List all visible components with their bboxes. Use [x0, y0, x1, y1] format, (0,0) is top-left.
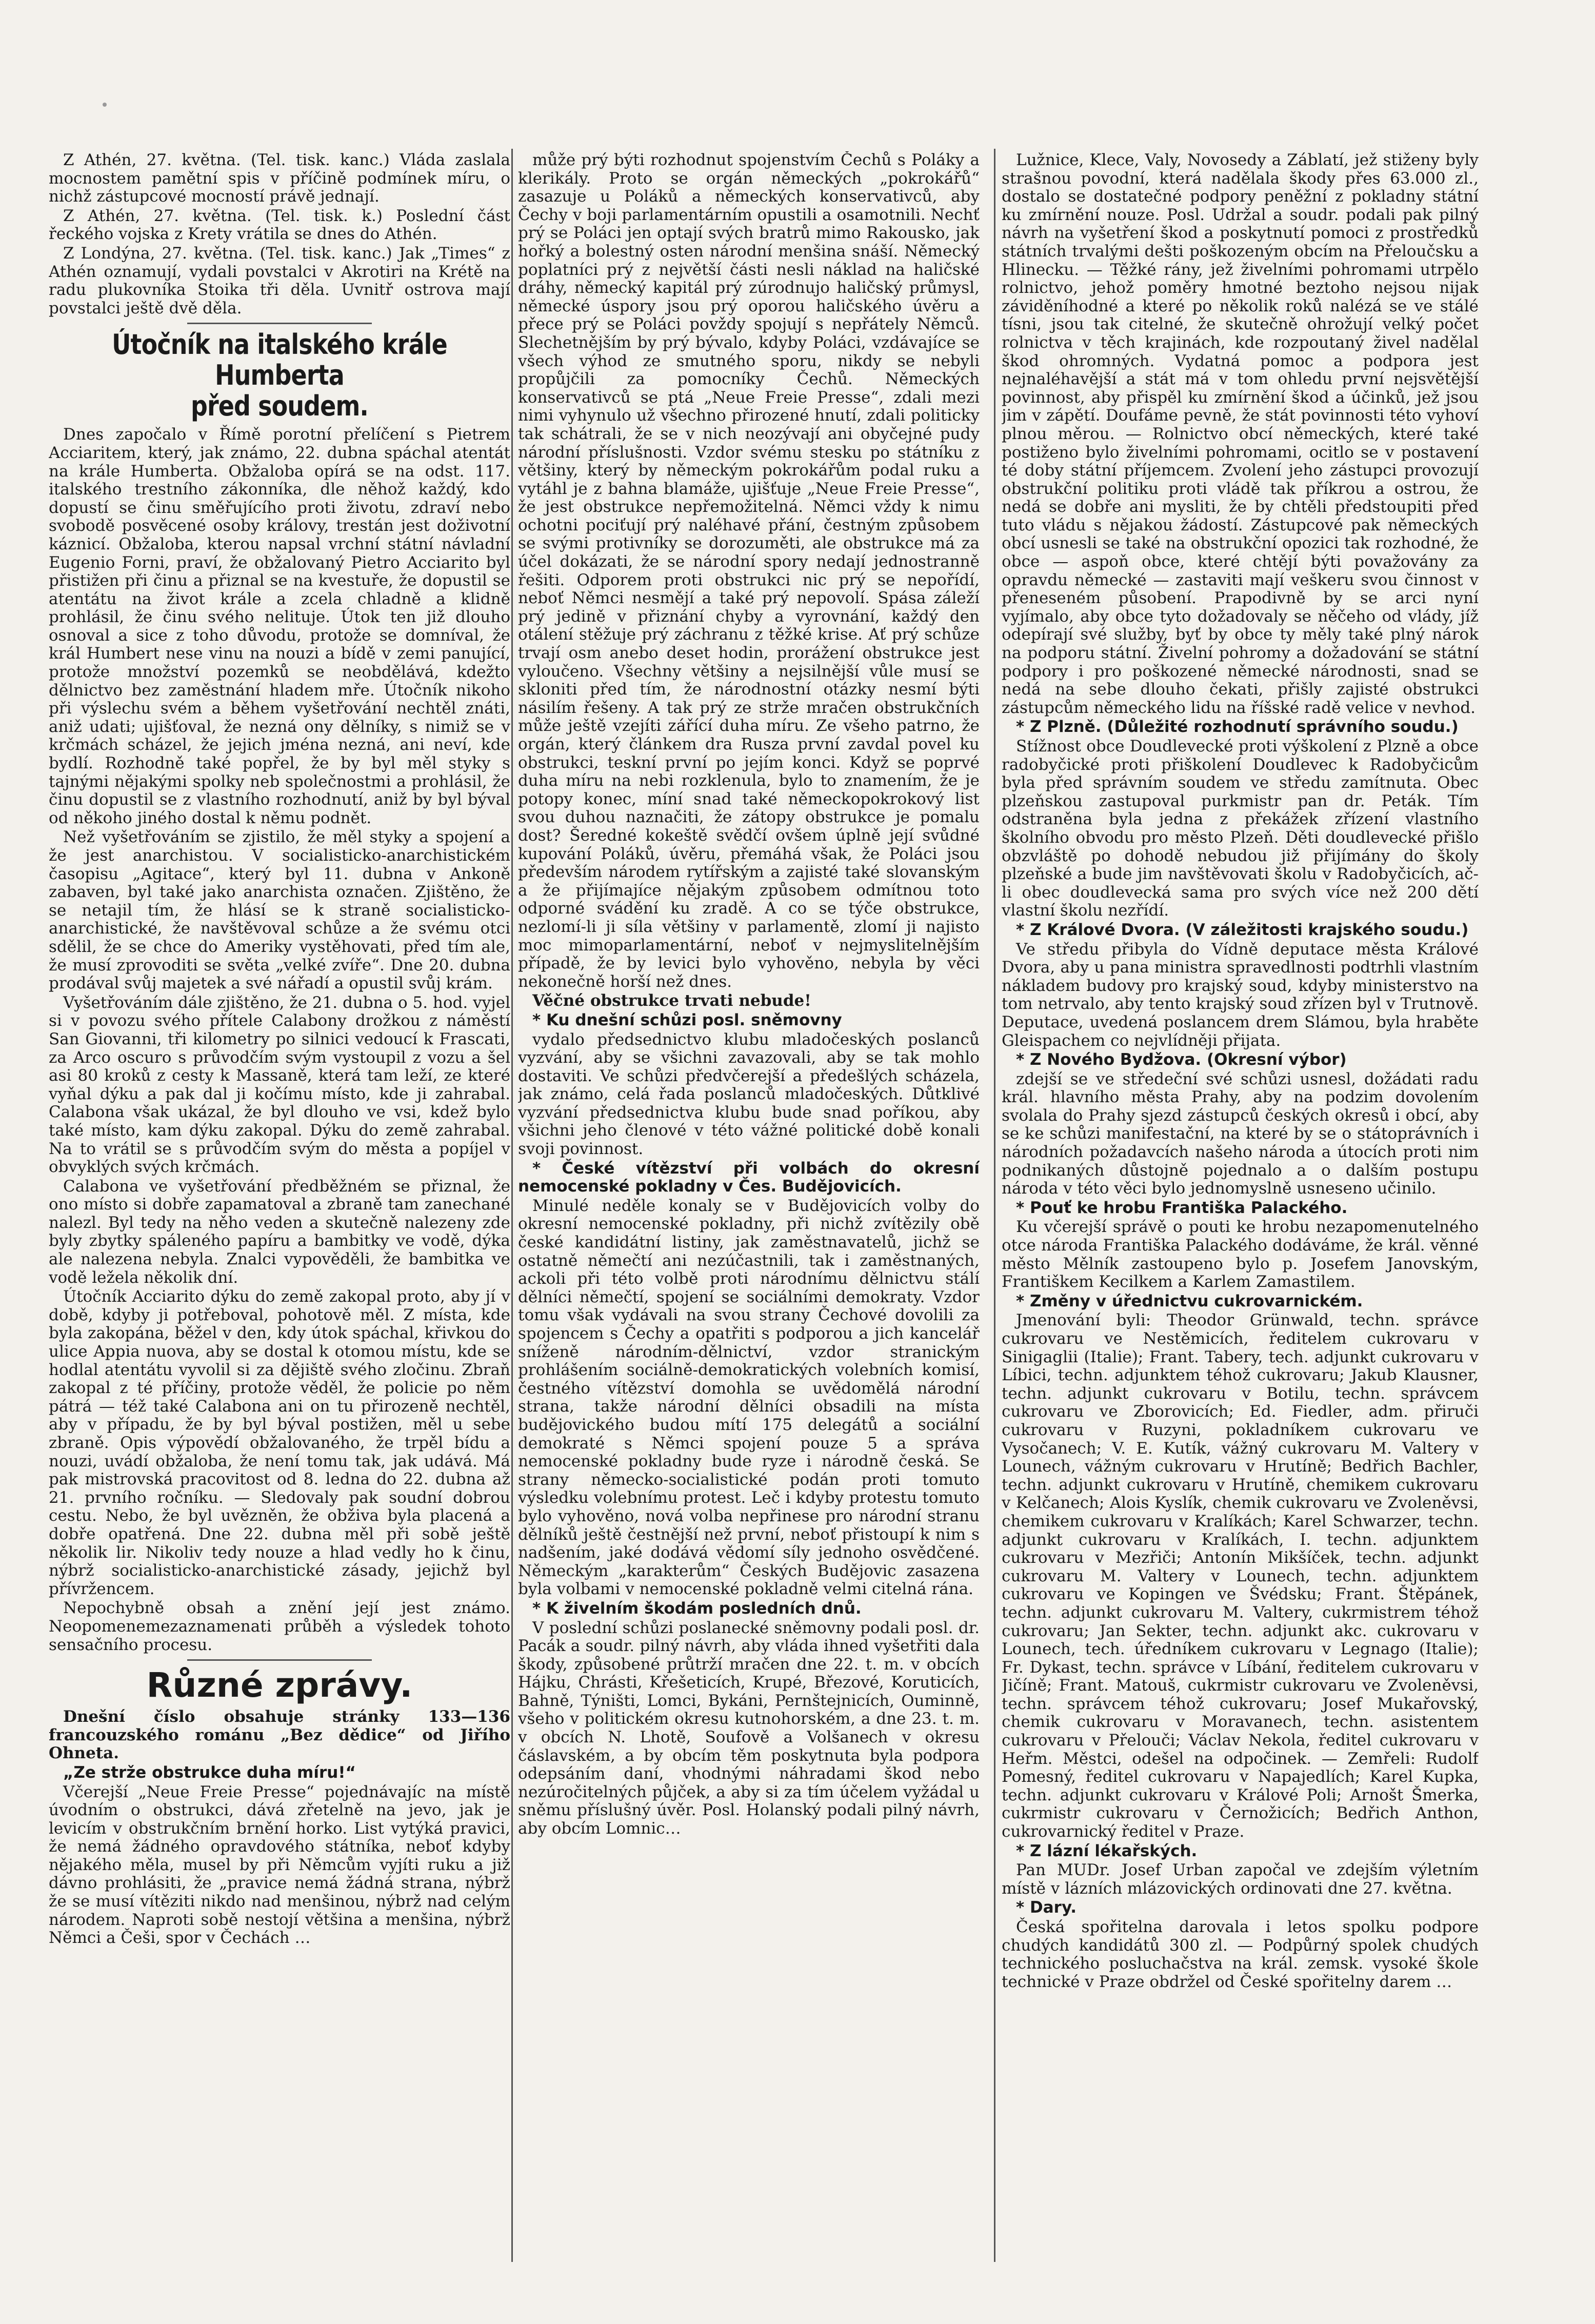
column-3 [1002, 151, 1479, 2259]
print-speck [103, 103, 107, 107]
lazne-title: * Z lázní lékařských. [1016, 1841, 1198, 1860]
trial-paragraph-3: Vyšetřováním dále zjištěno, že 21. dubna o 5. hod. vyjel si v povozu svého přítele Calabony drožkou z náměstí San Giovanni, tři kilometry po silnici vedoucí k Frascati, za Arco oscuro s průvodčím svým vystoupil z vozu a šel asi 80 kroků z cesty k Massaně, která tam leží, ze které vyňal dýku a pak dal ji kočímu místo, kde ji zahrabal. Calabona však ukázal, že byl dlouho ve vsi, kdež bylo také místo, kam dýku zakopal. Dýku do země zahrabal. Na to vrátil se s průvodčím svým do města a popíjel v obvyklých svých krčmách. [49, 993, 510, 1177]
victory-paragraph: Minulé neděle konaly se v Budějovicích volby do okresní nemocenské pokladny, při nichž zvítězily obě české kandidátní listiny, jak zaměstnavatelů, jichž se ostatně němečtí ani nezúčastnili, tak i zaměstnaných, ackoli při této volbě proti národnímu dělnictvu stálí dělníci němečtí, spojení se sociálními demokraty. Vzdor tomu však vydávali na svou strany Čechové dovolili za spojencem s Čechy a opatřiti s podporou a jich kancelář sníženě národním-dělnictví, vzdor stranickým prohlášením sociálně-demokratických volebních komisí, čestného vítězství domohla se uvědomělá národní strana, takže národní dělníci obsadili na místa budějovického budou mítí 175 delegátů a sociální demokraté s Němci spojení pouze 5 a správa nemocenské pokladny bude ryze i národně česká. Se strany německo-socialistické podán proti tomuto výsledku volebnímu protest. Leč i kdyby protestu tomuto bylo vyhověno, nová volba nepřinese pro národní stranu dělníků ještě čestnější než první, neboť přistoupí k nim s nadšením, jaké dodává vědomí síly jednoho osvědčené. Německým „karakterům“ Českých Budějovic zasazena byla volbami v nemocenské pokladně velmi citelná rána. [518, 1196, 980, 1599]
meeting-title: * Ku dnešní schůzi posl. sněmovny [532, 1010, 842, 1029]
athen-report-1: Z Athén, 27. května. (Tel. tisk. kanc.) Vláda zaslala mocnostem pamětní spis v příčině podmínek míru, o nichž zástupcové mocností právě jednají. [49, 151, 510, 206]
kralove-paragraph: Ve středu přibyla do Vídně deputace města Králové Dvora, aby u pana ministra spravedlnosti podtrhli vlastním nákladem budovy pro krajský soud, kdyby ministerstvo na tom netrvalo, aby tento krajský soud zřízen byl v Trutnově. Deputace, uvedená poslancem drem Slámou, byla hraběte Gleispachem co nejvlídněji přijata. [1002, 940, 1479, 1050]
column-rule-right [994, 149, 995, 2262]
palacky-title: * Pouť ke hrobu Františka Palackého. [1016, 1198, 1348, 1217]
novel-note: Dnešní číslo obsahuje stránky 133—136 francouzského románu „Bez dědice“ od Jiřího Ohneta. [49, 1707, 510, 1763]
palacky-paragraph: Ku včerejší správě o pouti ke hrobu nezapomenutelného otce národa Františka Palackého dodáváme, že král. věnné město Mělník zastoupeno bylo p. Josefem Janovským, Františkem Kecilkem a Karlem Zamastilem. [1002, 1218, 1479, 1292]
column-1 [49, 151, 510, 2259]
storm-title: * K živelním škodám posledních dnů. [532, 1599, 862, 1618]
storm-paragraph: V poslední schůzi poslanecké sněmovny podali posl. dr. Pacák a soudr. pilný návrh, aby vláda ihned vyšetřiti dala škody, způsobené průtrží mračen dne 22. t. m. v obcích Hájku, Chrásti, Křešeticích, Krupé, Březové, Koruticích, Bahně, Týništi, Lomci, Bykáni, Pernštejnicích, Ouminně, všeho v politickém okresu kutnohorském, a dne 23. t. m. v obcích N. Lhotě, Soufově a Volšanech v okresu čáslavském, a by obcím těm poskytnuta byla podpora odepsáním daní, vhodnými náhradami škod nebo nezúročitelných půjček, a aby si za tím účelem vyžádal u sněmu příslušný úvěr. Posl. Holanský podali pilný návrh, aby obcím Lomnic… [518, 1618, 980, 1838]
col2-paragraph-1: může prý býti rozhodnut spojenstvím Čechů s Poláky a klerikály. Proto se orgán německých „pokrokářů“ zasazuje u Poláků a německých konservativců, aby Čechy v boji parlamentárním opustili a osamotnili. Nechť prý se Poláci jen optají svých bratrů mimo Rakousko, jak hořký a bolestný osten národní menšina snáší. Německý poplatníci prý z největší části nesli náklad na haličské dráhy, německý kapitál prý zúrodnujo haličský průmysl, německé úspory jsou prý oporou haličského úvěru a přece prý se Poláci povždy spojují s nepřátely Němců. Slechetnějším by prý bývalo, kdyby Poláci, vzdávajíce se všech výhod ze smutného sporu, nikdy se nebyli propůjčili za pomocníky Čechů. Německých konservativců se ptá „Neue Freie Presse“, zdali mezi nimi vyhynulo už všechno přirozené hnutí, zdali politicky tak schátrali, že se v nich neozývají ani obyčejné pudy národní příslušnosti. Vzdor svému stesku po státníku z většiny, který by německým pokrokářům podal ruku a vytáhl je z bahna blamáže, ujišťuje „Neue Freie Presse“, že jest obstrukce nepřemožitelná. Němci vždy k nimu ochotni pociťují prý naléhavé přání, čestným způsobem se svými protivníky se dorozuměti, ale obstrukce má za účel dokázati, že se národní spory nedají jednostranně řešiti. Odporem proti obstrukci nic prý se nepořídí, neboť Němci nesmějí a také prý nepovolí. Spása záleží prý jedině v přiznání chyby a vyrovnání, každý den otálení stěžuje prý záchranu z těžké krise. Ať prý schůze trvají osm anebo deset hodin, prorážení obstrukce jest vyloučeno. Všechny většiny a nejsilnější vůle musí se skloniti před tím, že národnostní otázky nesmí býti násilím řešeny. A tak prý ze strže mračen obstrukčních může ještě vzejíti zářící duha míru. Ze všeho patrno, že orgán, který článkem dra Rusza první zavdal povel ku obstrukci, teskní první po jejím konci. Když se poprvé duha míru na nebi rozklenula, bylo to znamením, že je potopy konec, míní snad také německopokrokový list svou duhou naznačiti, že zátopy obstrukce je pomalu dost? Šeredné kokeště svědčí ovšem úplně její svůdné kupování Poláků, úvěru, přemáhá však, že Poláci jsou především národem rytířským a zajisté také slovanským a že přijímajíce nějakým způsobem odmítnou toto odporné svádění ku zradě. A co se týče obstrukce, nezlomí-li ji síla většiny v parlamentě, zlomí ji najisto moc mimoparlamentární, neboť v nejmyslitelnějším případě, že by levici bylo vyhověno, nebyla by věci nekonečně horší než dnes. [518, 151, 980, 991]
bydzov-title: * Z Nového Bydžova. (Okresní výbor) [1016, 1050, 1347, 1069]
lazne-paragraph: Pan MUDr. Josef Urban započal ve zdejším výletním místě v lázních mlázovických ordinovati dne 27. května. [1002, 1861, 1479, 1898]
column-rule-left [511, 149, 513, 2262]
trial-paragraph-4: Calabona ve vyšetřování předběžném se přiznal, že ono místo si dobře zapamatoval a zbraně tam zanechané nalezl. Byl tedy na něho veden a skutečně nalezeny zde byly zbytky spáleného papíru a bambitky ve vodě, dýka ale nalezena nebyla. Znalci vypověděli, že bambitka ve vodě ležela několik dní. [49, 1177, 510, 1287]
divider [187, 323, 372, 324]
kralove-title: * Z Králové Dvora. (V záležitosti krajského soudu.) [1016, 920, 1469, 939]
divider [187, 1659, 372, 1661]
col3-paragraph-1: Lužnice, Klece, Valy, Novosedy a Záblatí, jež stiženy byly strašnou povodní, která nadělala škody přes 63.000 zl., dostalo se dostatečné podpory peněžní z pokladny státní ku zmírnění nouze. Posl. Udržal a soudr. podali pak pilný návrh na vyšetření škod a poskytnutí pomoci z prostředků státních trvalými dešti poškozeným obcím na Přeloučsku a Hlinecku. — Těžké rány, jež živelními pohromami utrpělo rolnictvo, jehož poměry hmotné beztoho nejsou nijak záviděníhodné a které po několik roků nalézá se ve stálé tísni, jsou tak citelné, že skutečně ohrožují velký počet rolnictva v těch krajinách, kde rozpoutaný živel nadělal škod ohromných. Vydatná pomoc a podpora jest nejnaléhavější a stát má v tom ohledu první nejsvětější povinnost, aby přispěl ku zmírnění škod a účinků, jež jsou jim v zápětí. Doufáme pevně, že stát povinnosti této vyhoví plnou měrou. — Rolnictvo obcí německých, které také postiženo bylo živelními pohromami, ocitlo se v postavení té doby státní příjemcem. Zvolení jeho zástupci provozují obstrukční politiku proti vládě tak příkrou a ostrou, že nedá se dobře ani mysliti, že by chtěli předstoupiti před tuto vládu s nějakou žádostí. Zástupcové pak německých obcí usnesli se také na obstrukční opozici tak rozhodné, že obce — aspoň obce, které chtějí býti považovány za opravdu německé — zastaviti mají veškeru svou činnost v přeneseném působení. Prapodivně by se arci nyní vyjímalo, aby obce tyto dožadovaly se něčeho od vlády, jíž odepírají své služby, byť by obce ty měly také plný nárok na podporu státní. Živelní pohromy a dožadování se státní podpory i pro poškozené německé národnosti, snad se nedá na sebe dlouho čekati, přišly zajisté obstrukci zástupcům německého lidu na říšské radě velice v nevhod. [1002, 151, 1479, 717]
dary-title: * Dary. [1016, 1898, 1077, 1917]
trial-paragraph-5: Útočník Acciarito dýku do země zakopal proto, aby jí v době, kdyby ji potřeboval, pohotově měl. Z místa, kde byla zakopána, běžel v den, kdy útok spáchal, křivkou do ulice Appia nuova, aby se dostal k otomou místu, kde se hodlal atentátu vyvolil si za dějiště svého zločinu. Zbraň zakopal z té příčiny, protože věděl, že policie po něm pátrá — též také Calabona ani on tu přirozeně nechtěl, aby v případu, že by byl býval postižen, měl u sebe zbraně. Opis výpovědí obžalovaného, že trpěl bídu a nouzi, uvádí obžaloba, že není tomu tak, jak udává. Má pak mistrovská pracovitost od 8. ledna do 22. dubna až 21. prvního ročníku. — Sledovaly pak soudní dobrou cestu. Nebo, že byl uvězněn, že obživa byla placená a dobře opatřená. Dne 22. dubna měl při sobě ještě několik lir. Nikoliv tedy nouze a hlad vedly ho k činu, nýbrž socialisticko-anarchistické zásady, jejichž byl přívržencem. [49, 1287, 510, 1598]
meeting-paragraph: vydalo předsednictvo klubu mladočeských poslanců vyzvání, aby se všichni zavazovali, aby se tak mohlo dostaviti. Ve schůzi předvčerejší a předešlých scházela, jak známo, celá řada poslanců mladočeských. Důtklivé vyzvání předsednictva klubu bude snad poříkou, aby všichni jeho členové v této vážné politické době konali svoji povinnost. [518, 1030, 980, 1159]
obstrukce-title: „Ze strže obstrukce duha míru!“ [63, 1763, 356, 1782]
trial-paragraph-6: Nepochybně obsah a znění její jest známo. Neopomenemezaznamenati průběh a výsledek tohoto sensačního procesu. [49, 1599, 510, 1654]
dary-paragraph: Česká spořitelna darovala i letos spolku podpore chudých kandidátů 300 zl. — Podpůrný spolek chudých technického posluchačstva na král. zemsk. vysoké škole technické v Praze obdržel od České spořitelny darem … [1002, 1918, 1479, 1991]
athen-report-2: Z Athén, 27. května. (Tel. tisk. k.) Poslední část řeckého vojska z Krety vrátila se dnes do Athén. [49, 206, 510, 244]
trial-paragraph-1: Dnes započalo v Římě porotní přelíčení s Pietrem Acciaritem, který, jak známo, 22. dubna spáchal atentát na krále Humberta. Obžaloba opírá se na odst. 117. italského trestního zákonníka, dle něhož každý, kdo dopustí se činu směřujícího proti životu, zdraví nebo svobodě posvěcené osoby královy, trestán jest doživotní káznicí. Obžaloba, kterou napsal vrchní státní návladní Eugenio Forni, praví, že obžalovaný Pietro Acciarito byl přistižen při činu a přiznal se na kvestuře, že dopustil se atentátu na život krále a zcela chladně a klidně prohlásil, že činu svého nelituje. Útok ten již dlouho osnoval a sice z toho důvodu, protože se domníval, že král Humbert nese vinu na nouzi a bídě v zemi panující, protože množství pozemků se neobdělává, kdežto dělnictvo bez zaměstnání hladem mře. Útočník nikoho při výslechu svém a během vyšetřování nechtěl znáti, aniž udati; ujišťoval, že nezná ony dělníky, s nimiž se v krčmách scházel, že jejich jména nezná, ani neví, kde bydlí. Rozhodně také popřel, že by byl měl styky s tajnými nějakými spolky neb společnostmi a prohlásil, že činu dopustil se z vlastního rozhodnutí, aniž by byl býval od někoho jiného dostal k němu podnět. [49, 425, 510, 827]
victory-title: * České vítězství při volbách do okresní nemocenské pokladny v Čes. Budějovicích. [518, 1159, 980, 1196]
section-heading: Různé zprávy. [146, 1665, 413, 1705]
zmeny-title: * Změny v úřednictvu cukrovarnickém. [1016, 1292, 1363, 1310]
plzen-paragraph: Stížnost obce Doudlevecké proti výškolení z Plzně a obce radobyčické proti přiškolení Doudlevec k Radobyčicům byla před správním soudem ve středu zamítnuta. Obec plzeňskou zastupoval purkmistr pan dr. Peták. Tím odstraněna byla jedna z překážek zřízení vlastního školního obvodu pro město Plzeň. Děti doudlevecké přišlo obzvláště po dohodě nebudou již přijímány do školy plzeňské a bude jim navštěvovati školu v Radobyčicích, ač-li obec doudlevecká sama pro svých více než 200 dětí vlastní školu nezřídí. [1002, 737, 1479, 920]
bydzov-paragraph: zdejší se ve středeční své schůzi usnesl, dožádati radu král. hlavního města Prahy, aby na podzim dovolením svolala do Prahy sjezd zástupců českých okresů i obcí, aby se ke schůzi manifestační, na které by se o státoprávních i národních požadavcích našeho národa a útocích proti nim podnikaných důstojně pojednalo a o dalším postupu národa v této věci bylo jednomyslně usneseno učinilo. [1002, 1069, 1479, 1198]
column-2 [518, 151, 980, 2259]
obstrukce-paragraph: Včerejší „Neue Freie Presse“ pojednávajíc na místě úvodním o obstrukci, dává zřetelně na jevo, jak je levicím v obstrukčním brnění horko. List vytýká pravici, že nemá žádného opravdového státníka, neboť kdyby nějakého měla, musel by při Němcům vyjíti ruku a již dávno prohlásiti, že „pravice nemá žádná strana, nýbrž že se musí vítěziti nikdo nad menšinou, nýbrž nad celým národem. Naproti sobě nestojí většina a menšina, nýbrž Němci a Češi, spor v Čechách … [49, 1782, 510, 1948]
col2-mark-line: Věčné obstrukce trvati nebude! [532, 991, 811, 1010]
plzen-title: * Z Plzně. (Důležité rozhodnutí správního soudu.) [1016, 718, 1459, 737]
zmeny-paragraph: Jmenování byli: Theodor Grünwald, techn. správce cukrovaru ve Nestěmicích, ředitelem cukrovaru v Sinigaglii (Italie); Frant. Tabery, tech. adjunkt cukrovaru v Líbici, techn. adjunktem téhož cukrovaru; Jakub Klausner, techn. adjunkt cukrovaru v Botilu, techn. správcem cukrovaru ve Zborovicích; Ed. Fiedler, adm. přiruči cukrovaru v Ruzyni, pokladníkem cukrovaru ve Vysočanech; V. E. Kutík, vážný cukrovaru M. Valtery v Lounech, vážným cukrovaru v Hrutíně; Bedřich Bachler, techn. adjunkt cukrovaru v Hrutíně, chemikem cukrovaru v Kelčanech; Alois Kyslík, chemik cukrovaru ve Zvoleněvsi, chemikem cukrovaru v Kralíkách; Karel Schwarzer, techn. adjunkt cukrovaru v Kralíkách, I. techn. adjunktem cukrovaru v Mezřiči; Antonín Mikšíček, techn. adjunkt cukrovaru M. Valtery v Lounech, techn. adjunktem cukrovaru ve Kopingen ve Švédsku; Frant. Štěpánek, techn. adjunkt cukrovaru M. Valtery, cukrmistrem téhož cukrovaru; Jan Sekter, techn. adjunkt akc. cukrovaru v Lounech, tech. úředníkem cukrovaru v Legnago (Italie); Fr. Dykast, techn. správce v Líbání, ředitelem cukrovaru v Jičíně; Frant. Matouš, cukrmistr cukrovaru ve Zvoleněvsi, techn. správcem téhož cukrovaru; Josef Mukařovský, chemik cukrovaru v Moravanech, techn. asistentem cukrovaru v Přelouči; Václav Nekola, ředitel cukrovaru v Heřm. Městci, odešel na odpočinek. — Zemřeli: Rudolf Pomesný, ředitel cukrovaru v Napajedlích; Karel Kupka, techn. adjunkt cukrovaru v Králové Poli; Arnošt Šmerka, cukrmistr cukrovaru v Černožicích; Bedřich Anthon, cukrovarnický ředitel v Praze. [1002, 1311, 1479, 1841]
trial-paragraph-2: Než vyšetřováním se zjistilo, že měl styky a spojení a že jest anarchistou. V socialisticko-anarchistickém časopisu „Agitace“, který byl 11. dubna v Ankoně zabaven, byl také jako anarchista označen. Zjištěno, že se netajil tím, že hlásí se k straně socialisticko-anarchistické, že navštěvoval schůze a že svému otci sdělil, že se chce do Ameriky vystěhovati, před tím ale, že musí zprovoditi se světa „velké zvíře“. Dne 20. dubna prodával svůj majetek a své nářadí a opustil svůj krám. [49, 828, 510, 993]
london-report: Z Londýna, 27. května. (Tel. tisk. kanc.) Jak „Times“ z Athén oznamují, vydali povstalci v Akrotiri na Krétě na radu plukovníka Stoika tři děla. Uvnitř ostrova mají povstalci ještě dvě děla. [49, 244, 510, 317]
article-headline [84, 329, 476, 422]
headline-line-2: před soudem. [190, 390, 369, 423]
headline-line-1: Útočník na italského krále Humberta [112, 328, 447, 392]
